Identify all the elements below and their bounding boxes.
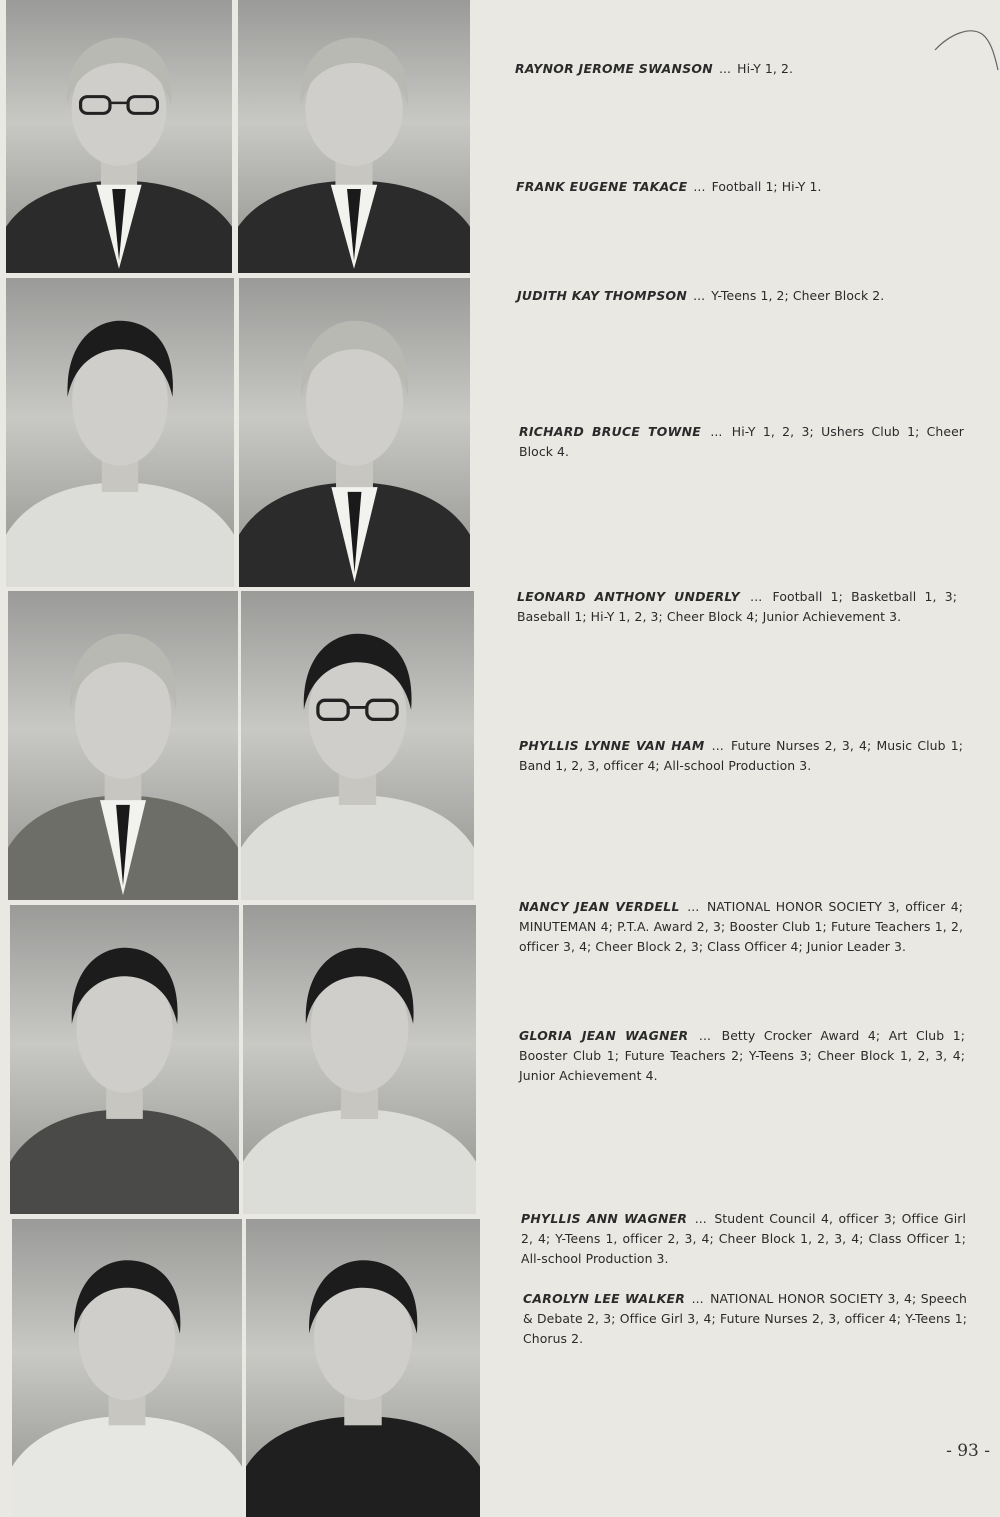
portrait-shape <box>246 1416 480 1517</box>
student-name: RAYNOR JEROME SWANSON <box>515 61 713 76</box>
student-activities: Football 1; Hi-Y 1. <box>711 179 822 194</box>
entry-separator: ... <box>693 179 706 194</box>
student-entry <box>517 286 962 306</box>
student-entry <box>516 177 961 197</box>
portrait-photo <box>12 1219 242 1517</box>
student-name: RICHARD BRUCE TOWNE <box>519 424 702 439</box>
pencil-mark-icon <box>930 22 1000 82</box>
portrait-silhouette <box>12 1219 242 1517</box>
student-activities: Hi-Y 1, 2. <box>737 61 794 76</box>
student-name: PHYLLIS ANN WAGNER <box>521 1211 688 1226</box>
entry-separator: ... <box>698 1028 712 1043</box>
entry-separator: ... <box>710 424 723 439</box>
portrait-silhouette <box>241 591 474 900</box>
student-name: JUDITH KAY THOMPSON <box>517 288 688 303</box>
page-number: - 93 - <box>946 1441 990 1461</box>
portrait-grid <box>0 0 484 1517</box>
portrait-photo <box>238 0 470 273</box>
student-entry <box>517 587 957 627</box>
portrait-shape <box>6 482 234 587</box>
student-name: CAROLYN LEE WALKER <box>523 1291 686 1306</box>
student-name: LEONARD ANTHONY UNDERLY <box>517 589 740 604</box>
portrait-silhouette <box>6 278 234 587</box>
portrait-shape <box>12 1416 242 1517</box>
portrait-photo <box>6 0 232 273</box>
portrait-silhouette <box>10 905 239 1214</box>
student-activities: NATIONAL HONOR SOCIETY 3, officer 4; MINUTEMAN 4; P.T.A. Award 2, 3; Booster Club 1; Future Teachers 1, 2, officer 3, 4; Cheer Block 2, 3; Class Officer 4; Junior Leader 3. <box>519 899 964 954</box>
portrait-silhouette <box>8 591 238 900</box>
student-activities: Hi-Y 1, 2, 3; Ushers Club 1; Cheer Block 4. <box>519 424 965 459</box>
portrait-silhouette <box>243 905 476 1214</box>
portrait-silhouette <box>6 0 232 273</box>
entry-separator: ... <box>691 1291 704 1306</box>
portrait-photo <box>243 905 476 1214</box>
entry-separator: ... <box>693 288 706 303</box>
portrait-shape <box>241 795 474 900</box>
student-entry <box>519 897 963 957</box>
student-entry <box>519 736 963 776</box>
entry-separator: ... <box>694 1211 707 1226</box>
portrait-silhouette <box>238 0 470 273</box>
student-name: NANCY JEAN VERDELL <box>519 899 680 914</box>
portrait-silhouette <box>239 278 470 587</box>
portrait-photo <box>241 591 474 900</box>
portrait-photo <box>10 905 239 1214</box>
portrait-shape <box>243 1109 476 1214</box>
student-entry <box>519 1026 965 1086</box>
entry-separator: ... <box>718 61 732 76</box>
portrait-photo <box>239 278 470 587</box>
student-name: GLORIA JEAN WAGNER <box>519 1028 689 1043</box>
entry-separator: ... <box>750 589 763 604</box>
student-entry <box>521 1209 966 1269</box>
student-activities: Football 1; Basketball 1, 3; Baseball 1; Hi-Y 1, 2, 3; Cheer Block 4; Junior Achievement 3. <box>517 589 957 624</box>
entry-separator: ... <box>687 899 700 914</box>
student-entry <box>515 59 960 79</box>
student-activities: Y-Teens 1, 2; Cheer Block 2. <box>711 288 885 303</box>
portrait-photo <box>8 591 238 900</box>
portrait-silhouette <box>246 1219 480 1517</box>
student-entry <box>523 1289 967 1349</box>
student-activities: Student Council 4, officer 3; Office Girl 2, 4; Y-Teens 1, officer 2, 3, 4; Cheer Block 1, 2, 3, 4; Class Officer 1; All-school Production 3. <box>521 1211 966 1266</box>
student-entry <box>519 422 964 462</box>
student-activities: NATIONAL HONOR SOCIETY 3, 4; Speech & Debate 2, 3; Office Girl 3, 4; Future Nurses 2, 3, officer 4; Y-Teens 1; Chorus 2. <box>523 1291 967 1346</box>
portrait-shape <box>10 1109 239 1214</box>
student-name: PHYLLIS LYNNE VAN HAM <box>519 738 705 753</box>
student-activities: Betty Crocker Award 4; Art Club 1; Booster Club 1; Future Teachers 2; Y-Teens 3; Cheer Block 1, 2, 3, 4; Junior Achievement 4. <box>519 1028 965 1083</box>
entry-separator: ... <box>711 738 724 753</box>
portrait-photo <box>6 278 234 587</box>
portrait-photo <box>246 1219 480 1517</box>
student-activities: Future Nurses 2, 3, 4; Music Club 1; Band 1, 2, 3, officer 4; All-school Production 3. <box>519 738 963 773</box>
student-name: FRANK EUGENE TAKACE <box>516 179 688 194</box>
